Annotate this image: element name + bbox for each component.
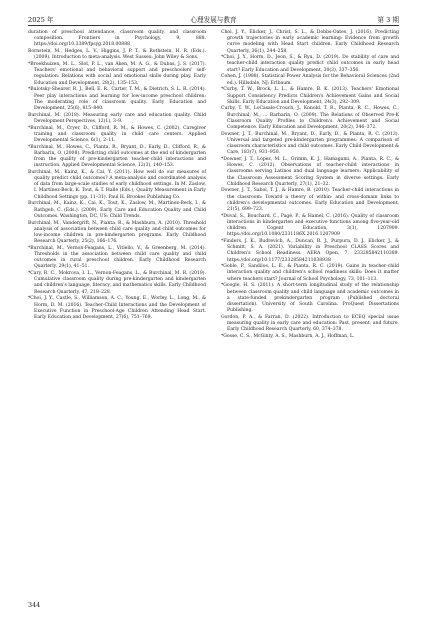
reference-entry: *Curby, T. W., Brock, L. L., & Hamre, B. K. (2013). Teachers' Emotional Support Consistency Predicts Children's Achievement Gains and Social Skills. Early Education and Development, 24(3), 292–309.: [221, 87, 399, 105]
reference-column-left: [28, 30, 206, 322]
reference-entry: *Gosse, C. S., McGinty, A. S., Mashburn, A. J., Hoffman, L.: [221, 333, 355, 339]
header-issue: 第 3 期: [377, 16, 399, 24]
reference-entry: Choi, J. Y., Elicker, J., Christ, S. L., & Dobbs-Oates, J. (2016). Predicting growth trajectories in early academic learning: Evidence from growth curve modeling with Head Start children. Early Childhood Research Quarterly, 36(1), 244–258.: [221, 30, 399, 54]
reference-entry: Gordon, P. A., & Farran, D. (2022). Introduction to ECEQ special issue measuring quality in early care and education: Past, present, and future. Early Childhood Research Quarterly, 60, 374–378.: [221, 314, 399, 333]
reference-entry: *Burchinal, M., Cryer, D., Clifford, R. M., & Howes, C. (2002). Caregiver training and classroom quality in child care centers. Applied Developmental Science, 6(1), 2–11.: [28, 125, 206, 143]
reference-column-right: [221, 30, 399, 341]
reference-entry: Burchinal, M. (2018). Measuring early care and education quality. Child Development Perspectives, 12(1), 3–9.: [28, 112, 206, 124]
reference-entry: *Downer, J. T., López, M. L., Grimm, K. J., Hamagami, A., Pianta, R. C., & Howes, C. (2012). Observations of teacher-child interactions in classrooms serving Latinos and dual language learners: Applicability of the Classroom Assessment Scoring System in diverse settings. Early Childhood Research Quarterly, 27(1), 21–32.: [221, 157, 399, 187]
reference-entry: *Broekhuizen, M. L., Slot, P. L., van Aken, M. A. G., & Dubas, J. S. (2017). Teachers' emotional and behavioral support and preschoolers' self-regulation: Relations with social and emotional skills during play. Early Education and Development, 28(2), 135–153.: [28, 62, 206, 86]
reference-entry: *Google, H. S. (2011). A short-term longitudinal study of the relationship between classroom quality and child language and academic outcomes in a state-funded prekindergarten program (Published doctoral dissertation). University of South Carolina. ProQuest Dissertations Publishing.: [221, 283, 399, 314]
reference-entry: Curby, T. W., LoCasale-Crouch, J., Konold, T. R., Pianta, R. C., Howes, C., Burchinal, M., ... Barbarin, O. (2009). The Relations of Observed Pre-K Classroom Quality Profiles to Children's Achievement and Social Competence. Early Education and Development, 20(2), 346–372.: [221, 106, 399, 130]
reference-entry: *Choi, J. Y., Castle, S., Williamson, A. C., Young, E., Worley, L., Long, M., & Horm, D. M. (2016). Teacher-Child Interactions and the Development of Executive Function in Preschool-Age Children Attending Head Start. Early Education and Development, 27(6), 751–769.: [28, 296, 206, 320]
reference-entry: *Finders, J. K., Budrevich, A., Duncan, R. J., Purpura, D. J., Elicker, J., & Schmitt, S. A. (2021). Variability in Preschool CLASS Scores and Children's School Readiness. AERA Open, 7, 233285842110389. https://doi.org/10.1177/23328584211038938: [221, 239, 399, 263]
header-journal-title: 心理发展与教育: [190, 16, 237, 24]
header-year: 2025 年: [28, 16, 54, 24]
header-rule: [28, 25, 399, 26]
reference-entry: *Burchinal, M., Vernon-Feagans, L., Vitiello, V., & Greenberg, M. (2014). Thresholds in the association between child care quality and child outcomes in rural preschool children. Early Childhood Research Quarterly, 29(1), 41–51.: [28, 245, 206, 270]
reference-entry: *Bulotsky-Shearer, R. J., Bell, E. R., Carter, T. M., & Dietrich, S. L. R. (2014). Peer play interactions and learning for low-income preschool children: The moderating role of classroom quality. Early Education and Development, 25(6), 815–840.: [28, 87, 206, 111]
reference-entry: *Cary, R. C., Mokrova, I. L., Vernon-Feagans, L., & Burchinal, M. R. (2019). Cumulative classroom quality during pre-kindergarten and kindergarten and children's language, literacy, and mathematics skills. Early Childhood Research Quarterly, 47, 218–228.: [28, 271, 206, 295]
reference-entry: Downer, J. T., Sabol, T. J., & Hamre, B. (2010). Teacher-child interactions in the classroom: Toward a theory of within- and cross-domain links to children's developmental outcomes. Early Education and Development, 21(5), 699–723.: [221, 188, 399, 212]
page-number: 344: [28, 601, 41, 609]
reference-entry: *Duval, S., Bouchard, C., Pagé, P., & Hamel, C. (2016). Quality of classroom interactions in kindergarten and executive functions among five-year-old children. Cogent Education, 3(1), 1207909. https://doi.org/10.1080/2331186X.2016.1207909: [221, 213, 399, 238]
reference-entry: Burchinal, M., Kainz, K., & Cai, Y. (2011). How well do our measures of quality predict child outcomes? A meta-analysis and coordinated analysis of data from large-scale studies of early childhood settings. In M. Zaslow, I. Martinez-Beck, K. Tout, & T. Halle (Eds.), Quality Measurement in Early Childhood Settings (pp. 11–31). Paul H. Brookes Publishing Co.: [28, 169, 206, 200]
reference-entry: Burchinal, M., Vandergrift, N., Pianta, R., & Mashburn, A. (2010). Threshold analysis of association between child care quality and child outcomes for low-income children in pre-kindergarten programs. Early Childhood Research Quarterly, 25(2), 166–176.: [28, 220, 206, 245]
reference-entry: *Burchinal, M., Howes, C., Pianta, R., Bryant, D., Early, D., Clifford, R., & Barbarin, O. (2008). Predicting child outcomes at the end of kindergarten from the quality of pre-kindergarten teacher-child interactions and instruction. Applied Developmental Science, 12(3), 140–153.: [28, 144, 206, 169]
reference-entry: Downer, J. T., Burchinal, M., Bryant, D., Early, D., & Pianta, R. C. (2013). Universal and targeted pre-kindergarten programmes: A comparison of classroom characteristics and child outcomes. Early Child Development & Care, 183(7), 931–950.: [221, 131, 399, 156]
reference-entry: Cohen, J. (1988). Statistical Power Analysis for the Behavioral Sciences (2nd ed.). Hillsdale, NJ: Erlbaum.: [221, 74, 399, 86]
reference-entry: *Choi, J. Y., Horm, D., Jeon, S., & Ryu, D. (2019). Do stability of care and teacher-child interaction quality predict child outcomes in early head start? Early Education and Development, 30(3), 337–356.: [221, 55, 399, 73]
reference-entry: Bornstein, M., Hedges, L. V., Higgins, J. P. T., & Rothstein, H. R. (Eds.). (2009). Introduction to meta-analysis. West Sussex: John Wiley & Sons.: [28, 49, 206, 61]
reference-entry: duration of preschool attendance, classroom quality, and classroom composition. Frontiers in Psychology, 9, 888. https://doi.org/10.3389/fpsyg.2018.00888: [28, 30, 206, 48]
reference-entry: Burchinal, M., Kainz, K., Cai, K., Tout, K., Zaslow, M., Martinez-Beck, I., & Rathgeb, C. (Eds.). (2009). Early Care and Education Quality and Child Outcomes. Washington, DC, US: Child Trends.: [28, 201, 206, 219]
reference-entry: *Goble, P., Sandilos, L. E., & Pianta, R. C. (2019). Gains in teacher-child interaction quality and children's school readiness skills: Does it matter where teachers start? Journal of School Psychology, 73, 101–113.: [221, 264, 399, 282]
